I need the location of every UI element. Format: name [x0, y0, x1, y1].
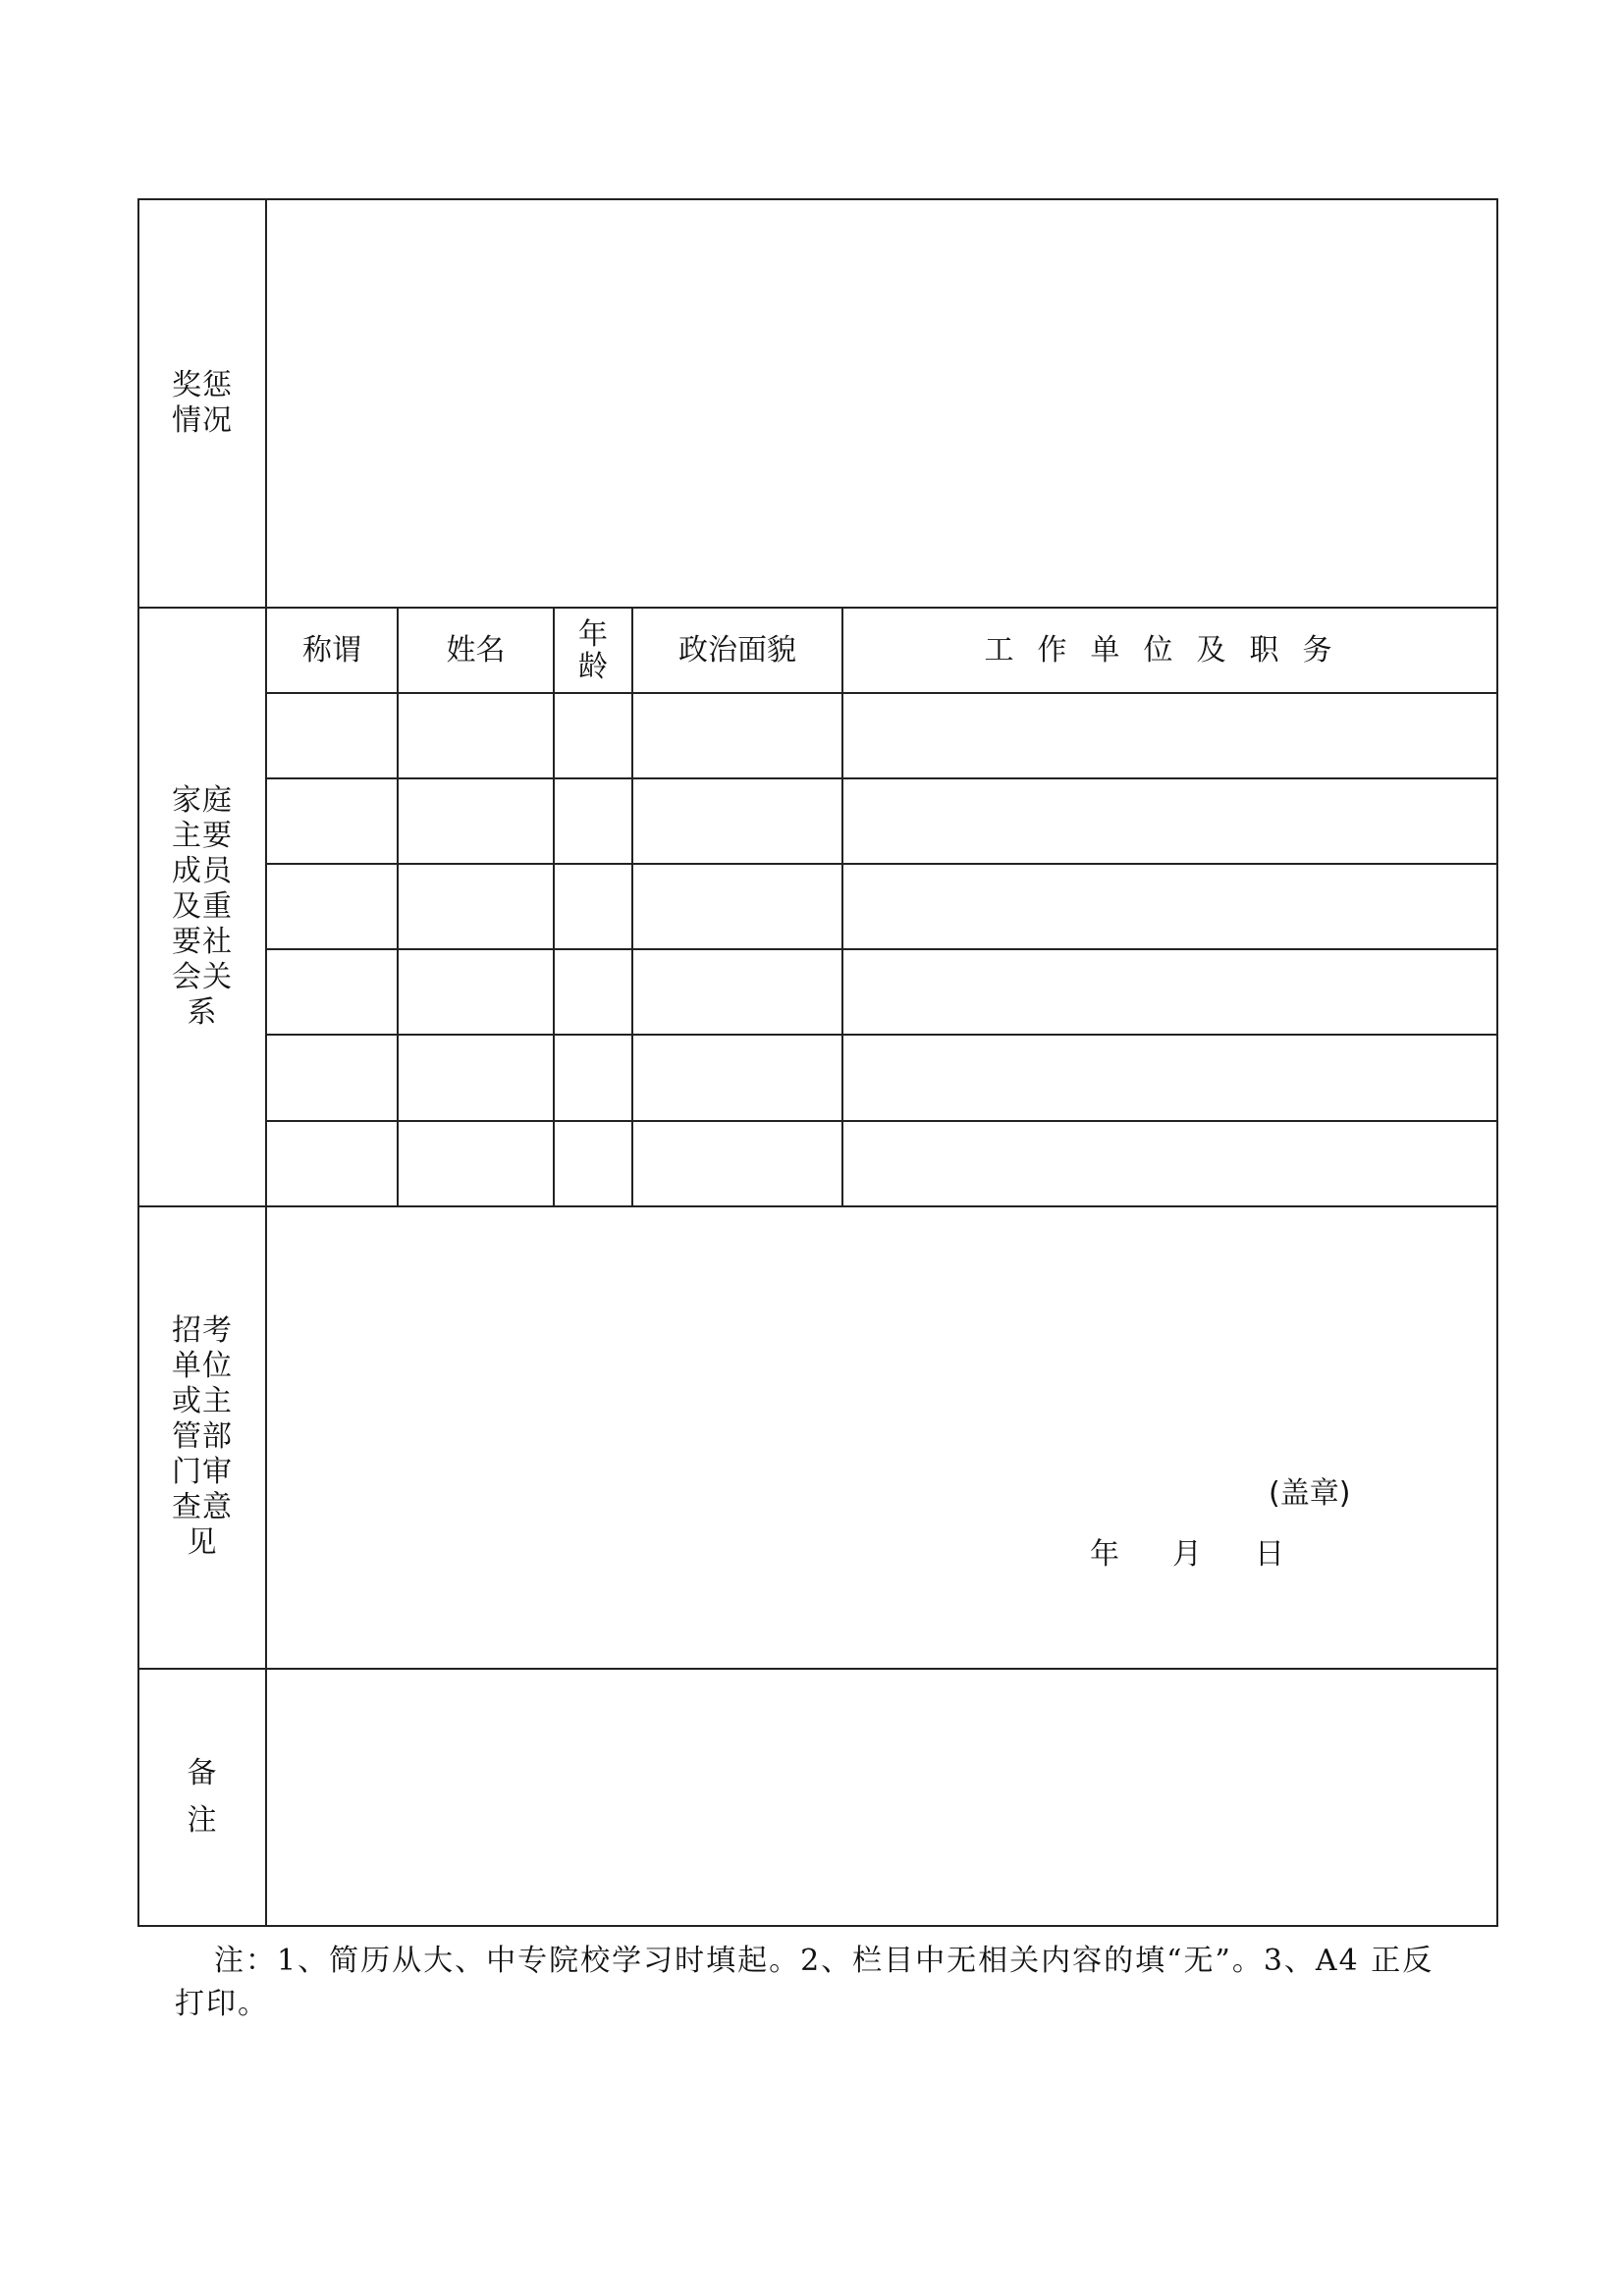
family-header-row — [138, 608, 1497, 693]
age-input[interactable] — [554, 949, 632, 1035]
awards-input-area[interactable] — [266, 199, 1497, 608]
opinion-label-cell — [138, 1206, 266, 1669]
relation-input[interactable] — [266, 949, 398, 1035]
family-label-cell — [138, 608, 266, 1205]
family-member-row — [138, 693, 1497, 778]
family-member-row — [138, 1121, 1497, 1206]
awards-label: 奖惩 情况 — [172, 368, 233, 439]
name-input[interactable] — [398, 949, 554, 1035]
relation-input[interactable] — [266, 778, 398, 864]
relation-input[interactable] — [266, 693, 398, 778]
work-unit-input[interactable] — [842, 949, 1497, 1035]
registration-form-table — [137, 198, 1498, 1927]
work-unit-input[interactable] — [842, 693, 1497, 778]
name-input[interactable] — [398, 1035, 554, 1120]
name-input[interactable] — [398, 1121, 554, 1206]
relation-input[interactable] — [266, 1121, 398, 1206]
name-input[interactable] — [398, 864, 554, 949]
political-status-input[interactable] — [632, 778, 842, 864]
family-member-row — [138, 1035, 1497, 1120]
date-month-label: 月 — [1172, 1536, 1202, 1572]
work-unit-input[interactable] — [842, 1035, 1497, 1120]
header-political-status: 政治面貌 — [632, 608, 842, 693]
opinion-label: 招考 单位 或主 管部 门审 查意 见 — [172, 1313, 233, 1561]
relation-input[interactable] — [266, 864, 398, 949]
remarks-row — [138, 1669, 1497, 1926]
remarks-input-area[interactable] — [266, 1669, 1497, 1926]
age-input[interactable] — [554, 778, 632, 864]
age-input[interactable] — [554, 693, 632, 778]
work-unit-input[interactable] — [842, 778, 1497, 864]
header-name: 姓名 — [398, 608, 554, 693]
family-member-row — [138, 864, 1497, 949]
date-line — [1090, 1538, 1284, 1572]
date-year-label: 年 — [1090, 1536, 1119, 1572]
remarks-label: 备 注 — [187, 1755, 218, 1838]
awards-label-cell — [138, 199, 266, 608]
footnote: 注：1、简历从大、中专院校学习时填起。2、栏目中无相关内容的填“无”。3、A4 正反打印。 — [175, 1944, 1435, 2021]
political-status-input[interactable] — [632, 864, 842, 949]
age-input[interactable] — [554, 864, 632, 949]
opinion-input-area[interactable] — [266, 1206, 1497, 1669]
header-relation: 称谓 — [266, 608, 398, 693]
age-input[interactable] — [554, 1035, 632, 1120]
seal-text: (盖章) — [1269, 1475, 1351, 1511]
political-status-input[interactable] — [632, 693, 842, 778]
name-input[interactable] — [398, 778, 554, 864]
work-unit-input[interactable] — [842, 1121, 1497, 1206]
family-member-row — [138, 949, 1497, 1035]
age-input[interactable] — [554, 1121, 632, 1206]
date-day-label: 日 — [1255, 1536, 1284, 1572]
political-status-input[interactable] — [632, 949, 842, 1035]
remarks-label-cell — [138, 1669, 266, 1926]
political-status-input[interactable] — [632, 1121, 842, 1206]
political-status-input[interactable] — [632, 1035, 842, 1120]
family-label: 家庭 主要 成员 及重 要社 会关 系 — [172, 782, 233, 1030]
header-age: 年 龄 — [554, 608, 632, 693]
review-opinion-row — [138, 1206, 1497, 1669]
header-work-unit-position: 工作单位及职务 — [842, 608, 1497, 693]
family-member-row — [138, 778, 1497, 864]
awards-row — [138, 199, 1497, 608]
work-unit-input[interactable] — [842, 864, 1497, 949]
name-input[interactable] — [398, 693, 554, 778]
relation-input[interactable] — [266, 1035, 398, 1120]
